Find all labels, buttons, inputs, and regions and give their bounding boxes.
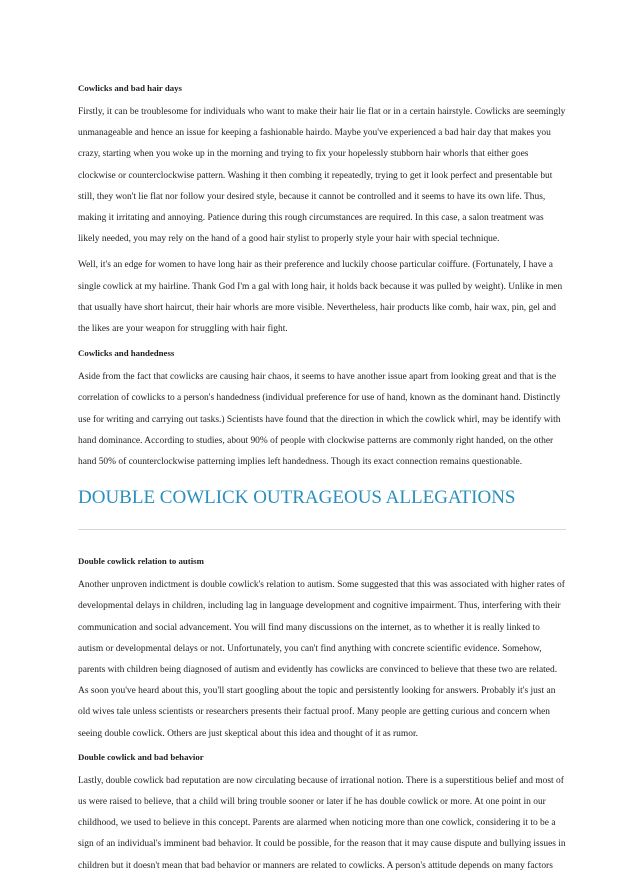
heading-bad-behavior: Double cowlick and bad behavior (78, 751, 204, 762)
paragraph: Well, it's an edge for women to have long hair as their preference and luckily choose particular coiffure. (Fortunately, I have a single cowlick at my hairline. Thank God I'm a gal with long hair, it holds back because it was pulled by weight). Unlike in men that usually have short haircut, their hair whorls are more visible. Nevertheless, hair products like comb, hair wax, pin, gel and the likes are your weapon for struggling with hair fight. (78, 260, 563, 335)
paragraph: Another unproven indictment is double cowlick's relation to autism. Some suggested that this was associated with higher rates of developmental delays in children, including lag in language development and cognitive impairment. Thus, interfering with their communication and social advancement. You will find many discussions on the internet, as to whether it is really linked to autism or developmental delays or not. Unfortunately, you can't find anything with concrete scientific evidence. Somehow, parents with children being diagnosed of autism and evidently has cowlicks are convinced to believe that these two are related. As soon you've heard about this, you'll start googling about the topic and persistently looking for answers. Probably it's just an old wives tale unless scientists or researchers presents their factual proof. Many people are getting curious and concern when seeing double cowlick. Others are just skeptical about this idea and thought of it as rumor. (78, 580, 565, 739)
paragraph: Aside from the fact that cowlicks are causing hair chaos, it seems to have another issue apart from looking great and that is the correlation of cowlicks to a person's handedness (individual preference for use of hand, known as the dominant hand. Distinctly use for writing and carrying out tasks.) Scientists have found that the direction in which the cowlick whirl, may be identify with hand dominance. According to studies, about 90% of people with clockwise patterns are commonly right handed, on the other hand 50% of counterclockwise patterning implies left handedness. Though its exact connection remains questionable. (78, 372, 561, 468)
heading-cowlicks-handedness: Cowlicks and handedness (78, 348, 175, 359)
paragraph: Lastly, double cowlick bad reputation are now circulating because of irrational notion. There is a superstitious belief and most of us were raised to believe, that a child will bring trouble sooner or later if he has double cowlick or more. At one point in our childhood, we used to believe in this concept. Parents are alarmed when noticing more than one cowlick, considering it to be a sign of an individual's imminent bad behavior. It could be possible, for the reason that it may cause dispute and bullying issues in children but it doesn't mean that bad behavior or manners are related to cowlicks. A person's attitude depends on many factors (78, 775, 566, 871)
paragraph: Firstly, it can be troublesome for individuals who want to make their hair lie flat or in a certain hairstyle. Cowlicks are seemingly unmanageable and hence an issue for keeping a fashionable hairdo. Maybe you've experienced a bad hair day that makes you crazy, starting when you woke up in the morning and trying to fix your hopelessly stubborn hair whorls that either goes clockwise or counterclockwise pattern. Washing it then combing it repeatedly, trying to get it look perfect and presentable but still, they won't lie flat nor follow your desired style, because it cannot be controlled and it seems to have its own life. Thus, making it irritating and annoying. Patience during this rough circumstances are required. In this case, a salon treatment was likely needed, you may rely on the hand of a good hair stylist to properly style your hair with special technique. (78, 107, 566, 245)
heading-cowlicks-bad-hair: Cowlicks and bad hair days (78, 83, 182, 93)
heading-autism: Double cowlick relation to autism (78, 556, 204, 567)
document-body (78, 82, 566, 877)
section-title: DOUBLE COWLICK OUTRAGEOUS ALLEGATIONS (78, 487, 516, 509)
